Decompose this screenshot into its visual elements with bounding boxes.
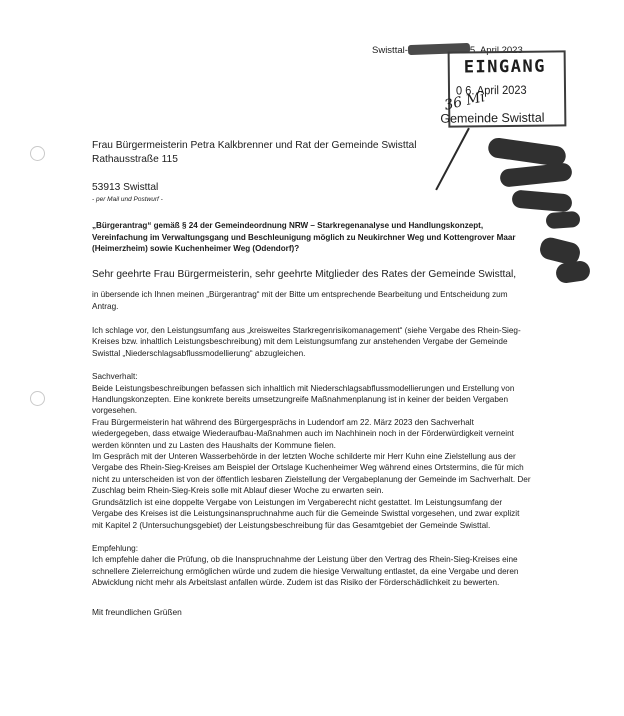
recipient-name: Frau Bürgermeisterin Petra Kalkbrenner und Rat der Gemeinde Swisttal [92, 140, 417, 151]
empfehlung-heading: Empfehlung: [92, 543, 138, 553]
redaction-blob [499, 162, 572, 187]
salutation: Sehr geehrte Frau Bürgermeisterin, sehr geehrte Mitglieder des Rates der Gemeinde Swisttal, [92, 268, 517, 280]
received-stamp [440, 50, 567, 127]
pen-stroke [435, 128, 469, 191]
letter-subject: „Bürgerantrag“ gemäß § 24 der Gemeindeordnung NRW – Starkregenanalyse und Handlungskonzept, Vereinfachung im Verwaltungsgang und Beschleunigung möglich zu Neukirchner Weg und Kottengrover Maar (Heimerzheim) sowie Kuchenheimer Weg (Odendorf)? [92, 221, 516, 254]
stamp-org: Gemeinde Swisttal [440, 110, 545, 126]
paragraph-proposal: Ich schlage vor, den Leistungsumfang aus „kreisweites Starkregenrisikomanagement“ (siehe Vergabe des Rhein-Sieg-Kreises bzw. inhaltlich Leistungsbeschreibung) mit dem Leistungsumfang zur anstehenden Vergabe der Gemeinde Swisttal „Niederschlagsabflussmodellierung“ abzugleichen. [92, 326, 521, 358]
recipient-address [92, 139, 416, 204]
stamp-initials: 36 Mi [442, 89, 487, 114]
stamp-title: EINGANG [463, 56, 547, 78]
recipient-street: Rathausstraße 115 [92, 154, 178, 165]
letter-body [92, 220, 532, 618]
sachverhalt-paragraph: Beide Leistungsbeschreibungen befassen sich inhaltlich mit Niederschlagsabflussmodellierungen und Erstellung von Handlungskonzepten. Eine konkrete bereits umsetzungreife Maßnahmenplanung ist in keiner der beiden Vergaben vorgesehen. [92, 383, 515, 416]
redaction-blob [487, 137, 567, 168]
letter-date: 5. April 2023 [469, 45, 523, 56]
sachverhalt-paragraph: Frau Bürgermeisterin hat während des Bürgergesprächs in Ludendorf am 22. März 2023 den Sachverhalt wiedergegeben, dass etwaige Wiederaufbau-Maßnahmen auch im Nachhinein noch in der Förderwürdigkeit verneint werden könnten und zu Lasten des Haushalts der Kommune fielen. [92, 417, 514, 450]
sachverhalt-paragraph: Grundsätzlich ist eine doppelte Vergabe von Leistungen im Vergaberecht nicht gestattet. Im Leistungsumfang der Vergabe des Kreises ist die Leistungsinanspruchnahme auch für die Gemeinde Swisttal vorgesehen, und zwar explizit mit Kapitel 2 (Untersuchungsgebiet) der Leistungsbeschreibung für das Gesamtgebiet der Gemeinde Swisttal. [92, 497, 520, 530]
hole-punch-top [30, 146, 45, 161]
empfehlung-paragraph: Ich empfehle daher die Prüfung, ob die Inanspruchnahme der Leistung über den Vertrag des Rhein-Sieg-Kreises eine schnellere Zielerreichung ermöglichen würde und zudem die hiesige Verwaltung entlastet, da eine Vergabe und deren Abwicklung nicht mehr als Arbeitslast anfallen würde. Zudem ist das Risiko der Förderschädlichkeit zu bewerten. [92, 555, 519, 588]
sachverhalt-paragraph: Im Gespräch mit der Unteren Wasserbehörde in der letzten Woche schilderte mir Herr Kuhn eine Zielstellung aus der Vergabe des Rhein-Sieg-Kreises am Beispiel der Ortslage Kuchenheimer Weg während eines Ortstermins, die für mich nicht zu unterscheiden ist von der öffentlich lesbaren Zielstellung der Vergabeplanung der Gemeinde im Sachverhalt. Der Zuschlag beim Rhein-Sieg-Kreis solle mit Ablauf dieser Woche zu erwarten sein. [92, 452, 531, 496]
delivery-note: - per Mail und Postwurf - [92, 196, 163, 203]
redaction-blob [511, 189, 572, 212]
recipient-city: 53913 Swisttal [92, 182, 159, 193]
redaction-blob [545, 211, 580, 229]
stamp-date: 0 6. April 2023 [455, 82, 527, 98]
redaction-blob [555, 260, 591, 285]
hole-punch-bottom [30, 391, 45, 406]
closing: Mit freundlichen Grüßen [92, 606, 182, 617]
paragraph-intro: in übersende ich Ihnen meinen „Bürgerantrag“ mit der Bitte um entsprechende Bearbeitung und Entscheidung zum Antrag. [92, 290, 508, 311]
sachverhalt-heading: Sachverhalt: [92, 372, 138, 382]
city: Swisttal- [372, 45, 408, 56]
